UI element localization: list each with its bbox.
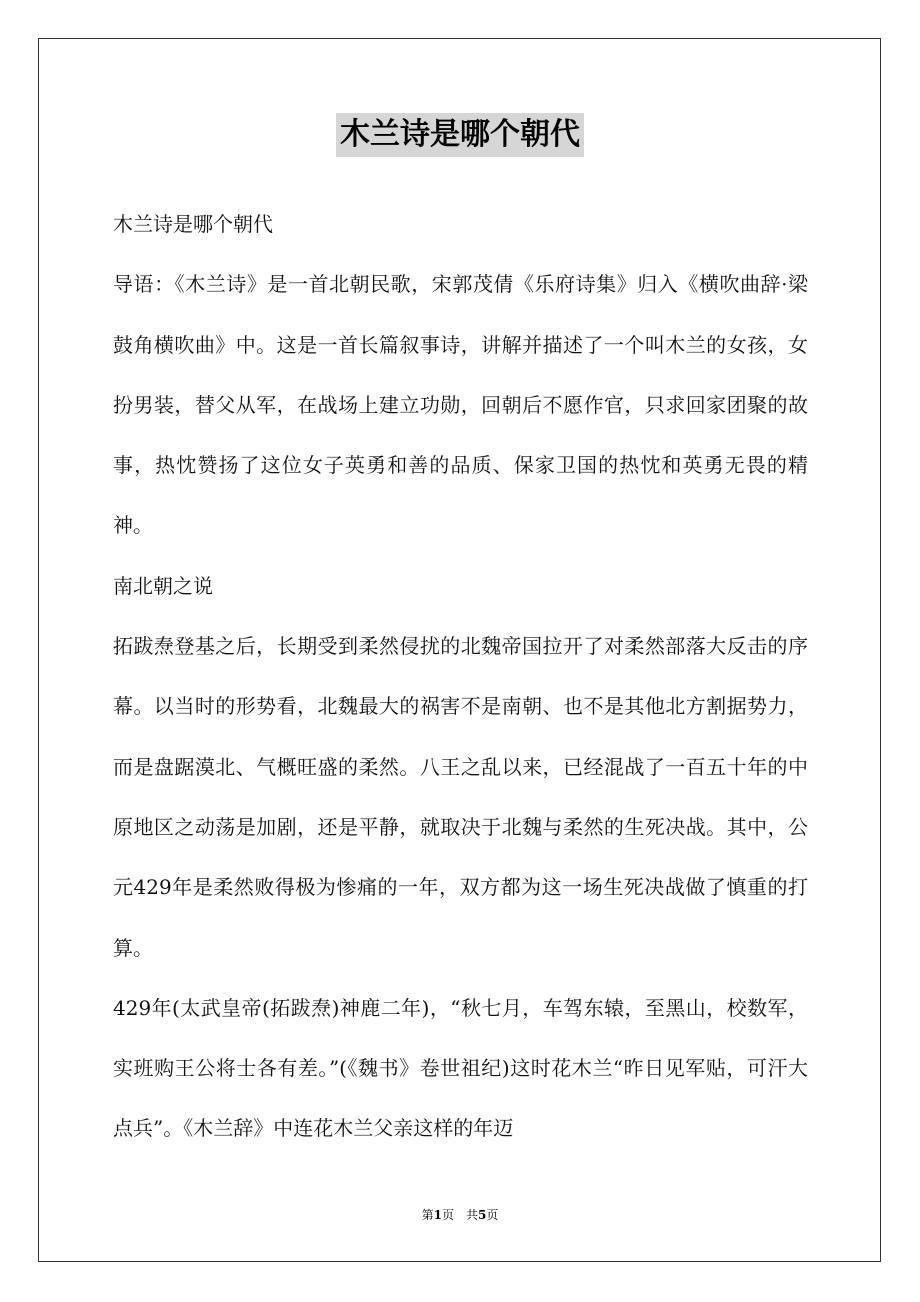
paragraph-429: 429年(太武皇帝(拓跋焘)神鹿二年)，“秋七月，车驾东辕，至黑山，校数军，实班购王公将士各有差。”(《魏书》卷世祖纪)这时花木兰“昨日见军贴，可汗大点兵”。《木兰辞》中连花木兰父亲这样的年迈 (113, 995, 808, 1141)
paragraph-subtitle: 木兰诗是哪个朝代 (113, 212, 273, 236)
footer-suffix: 页 (486, 1208, 499, 1222)
footer-total-pages: 5 (478, 1208, 487, 1222)
section-heading: 南北朝之说 (113, 573, 213, 598)
footer-prefix: 第 (421, 1208, 434, 1222)
paragraph-history: 拓跋焘登基之后，长期受到柔然侵扰的北魏帝国拉开了对柔然部落大反击的序幕。以当时的形势看，北魏最大的祸害不是南朝、也不是其他北方割据势力，而是盘踞漠北、气概旺盛的柔然。八王之乱以来，已经混战了一百五十年的中原地区之动荡是加剧，还是平静，就取决于北魏与柔然的生死决战。其中，公元429年是柔然败得极为惨痛的一年，双方都为这一场生死决战做了慎重的打算。 (113, 634, 808, 960)
title-container (0, 113, 920, 157)
footer-page-number: 1 (433, 1208, 442, 1222)
document-title: 木兰诗是哪个朝代 (336, 113, 584, 157)
footer-mid: 页 共 (441, 1208, 478, 1222)
document-body (113, 194, 808, 1159)
paragraph-intro: 导语：《木兰诗》是一首北朝民歌，宋郭茂倩《乐府诗集》归入《横吹曲辞·梁鼓角横吹曲》中。这是一首长篇叙事诗，讲解并描述了一个叫木兰的女孩，女扮男装，替父从军，在战场上建立功勋，回朝后不愿作官，只求回家团聚的故事，热忱赞扬了这位女子英勇和善的品质、保家卫国的热忱和英勇无畏的精神。 (113, 272, 808, 538)
page-footer (0, 1206, 920, 1223)
